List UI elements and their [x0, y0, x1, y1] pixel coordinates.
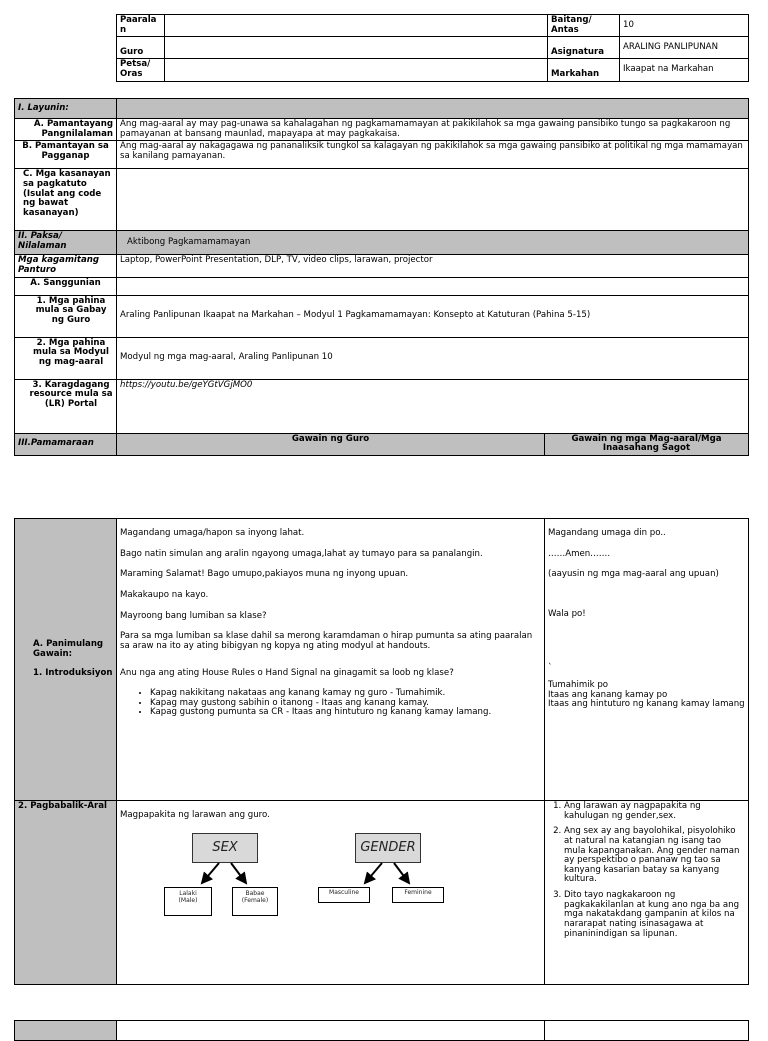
guro-value[interactable] — [165, 37, 548, 59]
kasanayan-value — [117, 169, 749, 231]
teacher-line: Maraming Salamat! Bago umupo,pakiayos muna ng inyong upuan. — [120, 569, 409, 580]
kagamitan-label: Mga kagamitang Panturo — [15, 255, 117, 277]
teacher-line: Mayroong bang lumiban sa klase? — [120, 610, 267, 621]
student-rule: Itaas ang hintuturo ng kanang kamay lamang — [548, 699, 745, 710]
student-rule: Tumahimik po — [548, 680, 609, 691]
house-rules-list — [120, 689, 541, 718]
paksa-value: Aktibong Pagkamamamayan — [117, 231, 749, 255]
paaralan-label: Paarala n — [117, 15, 165, 37]
babae-box: Babae (Female) — [232, 887, 278, 916]
gender-box: GENDER — [355, 833, 421, 863]
student-line: Wala po! — [548, 608, 586, 619]
panimulang-cell — [15, 519, 117, 801]
answer-item: 2. Ang sex ay ang bayolohikal, pisyolohiko at natural na katangian ng isang tao mula kapanganakan. Ang gender naman ay perspektibo o pananaw ng tao sa kanyang kasarian batay sa kanyang kultura. — [564, 827, 745, 885]
pagbabalik-teacher-cell — [117, 801, 545, 985]
teacher-line: Bago natin simulan ang aralin ngayong umaga,lahat ay tumayo para sa panalangin. — [120, 548, 483, 559]
student-line: (aayusin ng mga mag-aaral ang upuan) — [548, 569, 719, 580]
teacher-line: Para sa mga lumiban sa klase dahil sa merong karamdaman o hirap pumunta sa ating paaralan sa araw na ito ay ating bibigyan ng kopya ng ating modyul at handouts. — [120, 631, 533, 651]
house-rule-item: • Kapag may gustong sabihin o itanong - Itaas ang kanang kamay. — [150, 699, 541, 709]
introduksiyon-teacher-cell — [117, 519, 545, 801]
pamantayang-pangnilalaman-value: Ang mag-aaral ay may pag-unawa sa kahalagahan ng pagkamamamayan at pakikilahok sa mga gawaing pansibiko tungo sa pagkakaroon ng pamayanan at bansang maunlad, mapayapa at may pagkakaisa. — [117, 119, 749, 141]
plan-table — [14, 98, 749, 456]
masculine-box: Masculine — [318, 887, 370, 903]
markahan-label: Markahan — [548, 59, 620, 81]
introduksiyon-student-cell — [545, 519, 749, 801]
arrow-gender-feminine — [394, 863, 409, 883]
student-line: ` — [548, 662, 553, 673]
gabay-label: 1. Mga pahina mula sa Gabay ng Guro — [15, 295, 117, 337]
paaralan-value[interactable] — [165, 15, 548, 37]
baitang-label: Baitang/ Antas — [548, 15, 620, 37]
asignatura-value[interactable]: ARALING PANLIPUNAN — [620, 37, 749, 59]
pamantayang-pangnilalaman-label: A. Pamantayang Pangnilalaman — [15, 119, 117, 141]
answer-item: 1. Ang larawan ay nagpapakita ng kahulugan ng gender,sex. — [564, 802, 745, 821]
pamamaraan-label: III.Pamamaraan — [15, 433, 117, 455]
pamantayan-sa-pagganap-label: B. Pamantayan sa Pagganap — [15, 141, 117, 169]
lalaki-box: Lalaki (Male) — [164, 887, 212, 916]
pagbabalik-label: 2. Pagbabalik-Aral — [15, 801, 117, 985]
petsa-label: Petsa/ Oras — [117, 59, 165, 81]
sanggunian-label: A. Sanggunian — [15, 277, 117, 295]
paksa-label: II. Paksa/ Nilalaman — [15, 231, 117, 255]
teacher-line: Makakaupo na kayo. — [120, 589, 209, 600]
gawain-mag-aaral-label: Gawain ng mga Mag-aaral/Mga Inaasahang Sagot — [545, 433, 749, 455]
house-rule-item: • Kapag nakikitang nakataas ang kanang kamay ng guro - Tumahimik. — [150, 689, 541, 699]
baitang-value[interactable]: 10 — [620, 15, 749, 37]
student-line: Magandang umaga din po.. — [548, 528, 666, 538]
asignatura-label: Asignatura — [548, 37, 620, 59]
sex-box: SEX — [192, 833, 258, 863]
arrow-sex-babae — [231, 863, 246, 883]
pamantayan-sa-pagganap-value: Ang mag-aaral ay nakagagawa ng pananaliksik tungkol sa kalagayan ng pakikilahok sa mga gawaing pansibiko at politikal ng mga mamamayan sa kanilang pamayanan. — [117, 141, 749, 169]
modyul-value: Modyul ng mga mag-aaral, Araling Panlipunan 10 — [117, 337, 749, 379]
student-rule: Itaas ang kanang kamay po — [548, 689, 668, 700]
gabay-value: Araling Panlipunan Ikaapat na Markahan – Modyul 1 Pagkamamamayan: Konsepto at Katuturan (Pahina 5-15) — [117, 295, 749, 337]
arrow-sex-lalaki — [202, 863, 219, 883]
teacher-line: Anu nga ang ating House Rules o Hand Signal na ginagamit sa loob ng klase? — [120, 668, 454, 679]
sex-gender-diagram — [120, 821, 541, 961]
procedure-table — [14, 518, 749, 985]
introduksiyon-label: 1. Introduksiyon — [33, 668, 113, 679]
next-table — [14, 1020, 749, 1041]
gawain-guro-label: Gawain ng Guro — [117, 433, 545, 455]
lr-link[interactable]: https://youtu.be/geYGtVGjMO0 — [117, 379, 749, 433]
guro-label: Guro — [117, 37, 165, 59]
pagbabalik-student-cell — [545, 801, 749, 985]
house-rule-item: • Kapag gustong pumunta sa CR - Itaas ang hintuturo ng kanang kamay lamang. — [150, 708, 541, 718]
lr-label: 3. Karagdagang resource mula sa (LR) Portal — [15, 379, 117, 433]
answer-item: 3. Dito tayo nagkakaroon ng pagkakakilanlan at kung ano nga ba ang mga nakatakdang gampanin at kilos na nararapat nating isinasagawa at pinaninindigan sa lipunan. — [564, 891, 745, 939]
modyul-label: 2. Mga pahina mula sa Modyul ng mag-aaral — [15, 337, 117, 379]
arrow-gender-masculine — [365, 863, 382, 883]
teacher-line: Magandang umaga/hapon sa inyong lahat. — [120, 528, 305, 538]
markahan-value[interactable]: Ikaapat na Markahan — [620, 59, 749, 81]
pagbabalik-answers — [548, 802, 745, 939]
kasanayan-label: C. Mga kasanayan sa pagkatuto (Isulat ang code ng bawat kasanayan) — [15, 169, 117, 231]
header-table — [116, 14, 749, 82]
petsa-value[interactable] — [165, 59, 548, 81]
kagamitan-value: Laptop, PowerPoint Presentation, DLP, TV, video clips, larawan, projector — [117, 255, 749, 277]
panimulang-label: A. Panimulang Gawain: — [33, 639, 104, 659]
feminine-box: Feminine — [392, 887, 444, 903]
teacher-lines — [120, 529, 541, 679]
pagbabalik-teacher-text: Magpapakita ng larawan ang guro. — [120, 810, 270, 820]
layunin-label: I. Layunin: — [15, 99, 117, 119]
student-line: ……Amen……. — [548, 548, 611, 559]
